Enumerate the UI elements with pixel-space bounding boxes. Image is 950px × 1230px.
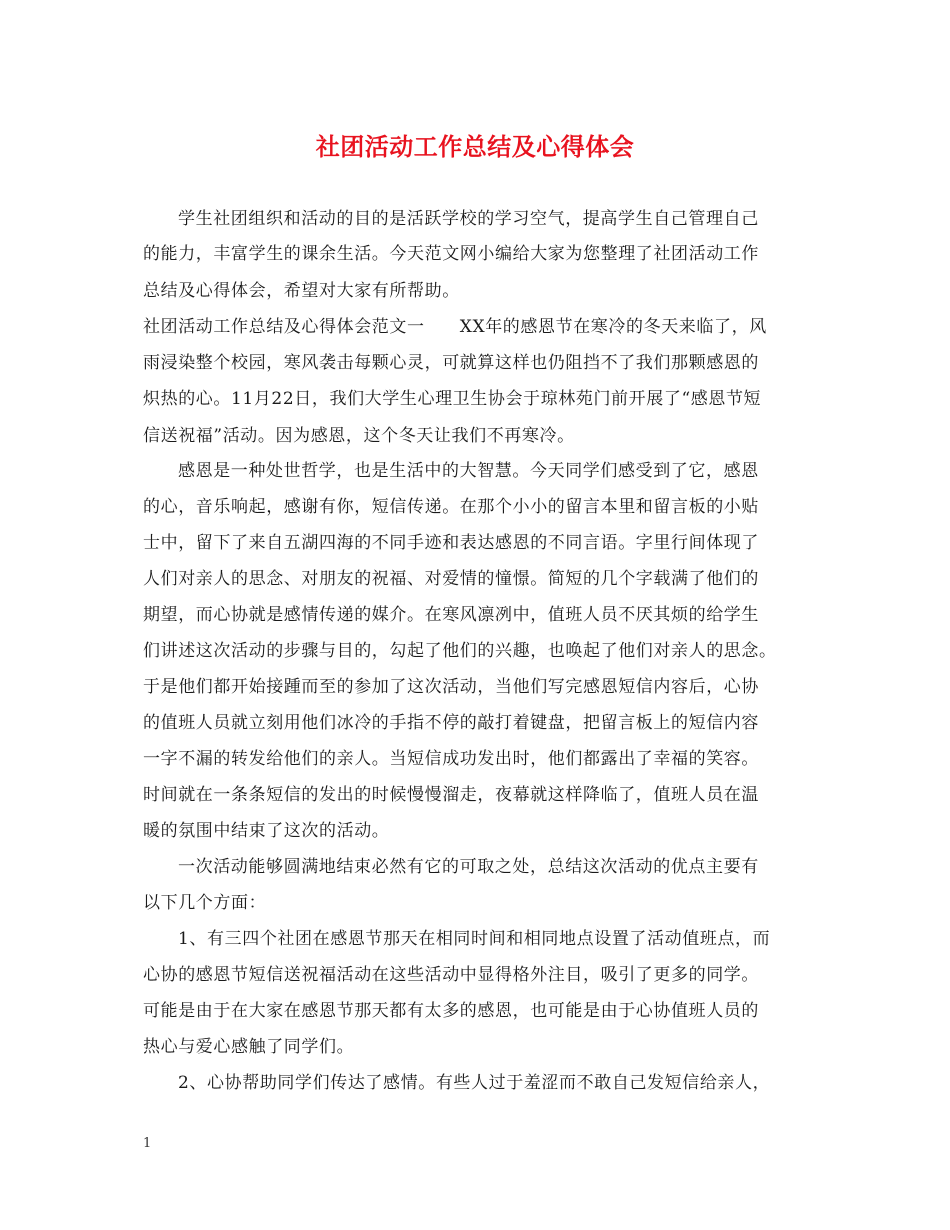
paragraph-line: 学生社团组织和活动的目的是活跃学校的学习空气，提高学生自己管理自己 [178,209,759,229]
paragraph-line: 2、心协帮助同学们传达了感情。有些人过于羞涩而不敢自己发短信给亲人， [178,1073,771,1093]
paragraph-line: 的能力，丰富学生的课余生活。今天范文网小编给大家为您整理了社团活动工作 [143,244,759,264]
paragraph-line: 炽热的心。11月22日，我们大学生心理卫生协会于琼林苑门前开展了“感恩节短 [143,389,762,409]
paragraph-line: 人们对亲人的思念、对朋友的祝福、对爱情的憧憬。简短的几个字载满了他们的 [143,569,759,589]
paragraph-line: 1、有三四个社团在感恩节那天在相同时间和相同地点设置了活动值班点，而 [178,929,771,949]
paragraph-line: 的值班人员就立刻用他们冰冷的手指不停的敲打着键盘，把留言板上的短信内容 [143,713,759,733]
paragraph-line: 暖的氛围中结束了这次的活动。 [143,821,390,841]
paragraph-line: 以下几个方面： [143,893,267,913]
paragraph-line: 总结及心得体会，希望对大家有所帮助。 [143,281,460,301]
page-number: 1 [143,1136,152,1151]
paragraph-line: 可能是由于在大家在感恩节那天都有太多的感恩，也可能是由于心协值班人员的 [143,1001,759,1021]
document-title: 社团活动工作总结及心得体会 [315,132,635,161]
paragraph-line: 士中，留下了来自五湖四海的不同手迹和表达感恩的不同言语。字里行间体现了 [143,533,759,553]
paragraph-line: 社团活动工作总结及心得体会范文一 XX年的感恩节在寒冷的冬天来临了，风 [143,317,767,337]
paragraph-line: 感恩是一种处世哲学，也是生活中的大智慧。今天同学们感受到了它，感恩 [178,461,759,481]
paragraph-line: 信送祝福”活动。因为感恩，这个冬天让我们不再寒冷。 [143,426,575,446]
paragraph-line: 雨浸染整个校园，寒风袭击每颗心灵，可就算这样也仍阻挡不了我们那颗感恩的 [143,353,759,373]
paragraph-line: 期望，而心协就是感情传递的媒介。在寒风凛冽中，值班人员不厌其烦的给学生 [143,605,759,625]
paragraph-line: 于是他们都开始接踵而至的参加了这次活动，当他们写完感恩短信内容后，心协 [143,677,759,697]
paragraph-line: 一字不漏的转发给他们的亲人。当短信成功发出时，他们都露出了幸福的笑容。 [143,749,759,769]
paragraph-line: 热心与爱心感触了同学们。 [143,1037,355,1057]
paragraph-line: 的心，音乐响起，感谢有你，短信传递。在那个小小的留言本里和留言板的小贴 [143,497,759,517]
paragraph-line: 心协的感恩节短信送祝福活动在这些活动中显得格外注目，吸引了更多的同学。 [143,965,759,985]
paragraph-line: 时间就在一条条短信的发出的时候慢慢溜走，夜幕就这样降临了，值班人员在温 [143,785,759,805]
paragraph-line: 一次活动能够圆满地结束必然有它的可取之处，总结这次活动的优点主要有 [178,857,759,877]
paragraph-line: 们讲述这次活动的步骤与目的，勾起了他们的兴趣，也唤起了他们对亲人的思念。 [143,641,777,661]
